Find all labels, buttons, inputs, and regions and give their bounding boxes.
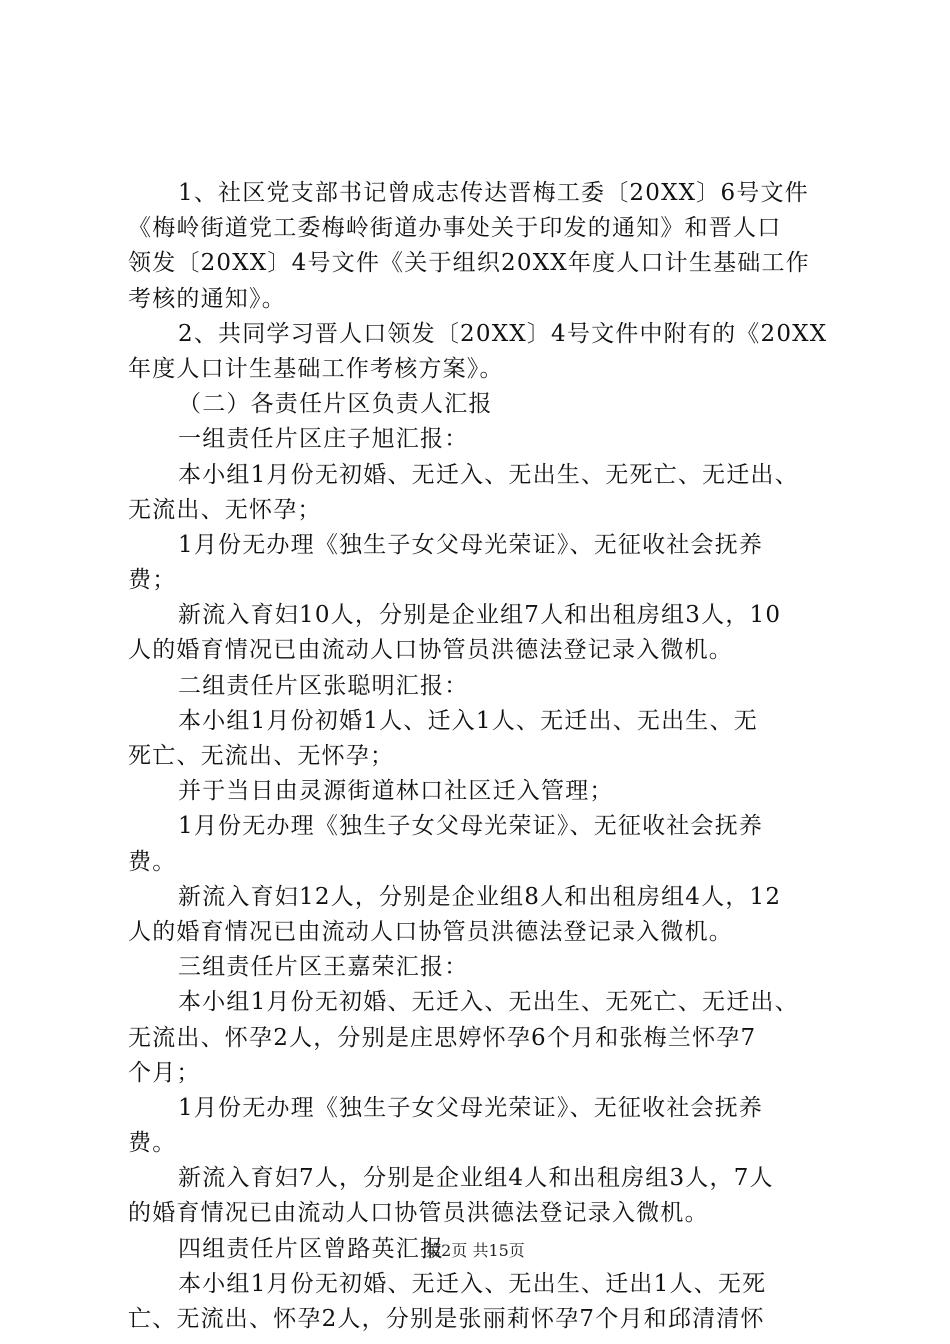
text-line: 费。 [128,1130,177,1157]
text-line: 1、社区党支部书记曾成志传达晋梅工委〔20XX〕6号文件 [178,180,809,206]
text-line: 本小组1月份无初婚、无迁入、无出生、无死亡、无迁出、 [178,461,799,488]
text-line: 的婚育情况已由流动人口协管员洪德法登记录入微机。 [128,1200,709,1227]
text-line: 新流入育妇12人，分别是企业组8人和出租房组4人，12 [178,883,782,910]
text-line: 新流入育妇10人，分别是企业组7人和出租房组3人，10 [178,602,782,629]
text-line: 2、共同学习晋人口领发〔20XX〕4号文件中附有的《20XX [178,320,828,347]
text-line: 并于当日由灵源街道林口社区迁入管理； [178,778,614,805]
text-line: 三组责任片区王嘉荣汇报： [178,954,469,981]
text-line: 本小组1月份无初婚、无迁入、无出生、迁出1人、无死 [178,1270,767,1297]
text-line: 费。 [128,848,177,875]
text-line: （二）各责任片区负责人汇报 [178,391,493,418]
text-line: 领发〔20XX〕4号文件《关于组织20XX年度人口计生基础工作 [128,250,810,277]
text-line: 人的婚育情况已由流动人口协管员洪德法登记录入微机。 [128,918,733,945]
text-line: 死亡、无流出、无怀孕； [128,743,395,769]
text-line: 亡、无流出、怀孕2人，分别是张丽莉怀孕7个月和邱清清怀 [128,1306,765,1332]
text-line: 新流入育妇7人，分别是企业组4人和出租房组3人，7人 [178,1165,774,1192]
text-line: 1月份无办理《独生子女父母光荣证》、无征收社会抚养 [178,531,764,558]
text-line: 1月份无办理《独生子女父母光荣证》、无征收社会抚养 [178,813,764,840]
text-line: 无流出、无怀孕； [128,496,322,523]
text-line: 个月； [128,1059,201,1086]
document-body [128,176,838,1337]
text-line: 年度人口计生基础工作考核方案》。 [128,355,504,382]
text-line: 考核的通知》。 [128,285,286,312]
text-line: 本小组1月份初婚1人、迁入1人、无迁出、无出生、无 [178,707,758,734]
text-line: 本小组1月份无初婚、无迁入、无出生、无死亡、无迁出、 [178,989,799,1016]
text-line: 1月份无办理《独生子女父母光荣证》、无征收社会抚养 [178,1094,764,1121]
text-line: 四组责任片区曾路英汇报 [178,1235,445,1262]
text-line: 一组责任片区庄子旭汇报： [178,426,469,453]
text-line: 《梅岭街道党工委梅岭街道办事处关于印发的通知》和晋人口 [128,215,782,242]
text-line: 无流出、怀孕2人，分别是庄思婷怀孕6个月和张梅兰怀孕7 [128,1024,757,1051]
text-line: 人的婚育情况已由流动人口协管员洪德法登记录入微机。 [128,637,733,664]
text-line: 费； [128,567,177,594]
page-footer: 第2页 共15页 [425,1241,525,1260]
text-line: 二组责任片区张聪明汇报： [178,672,469,699]
